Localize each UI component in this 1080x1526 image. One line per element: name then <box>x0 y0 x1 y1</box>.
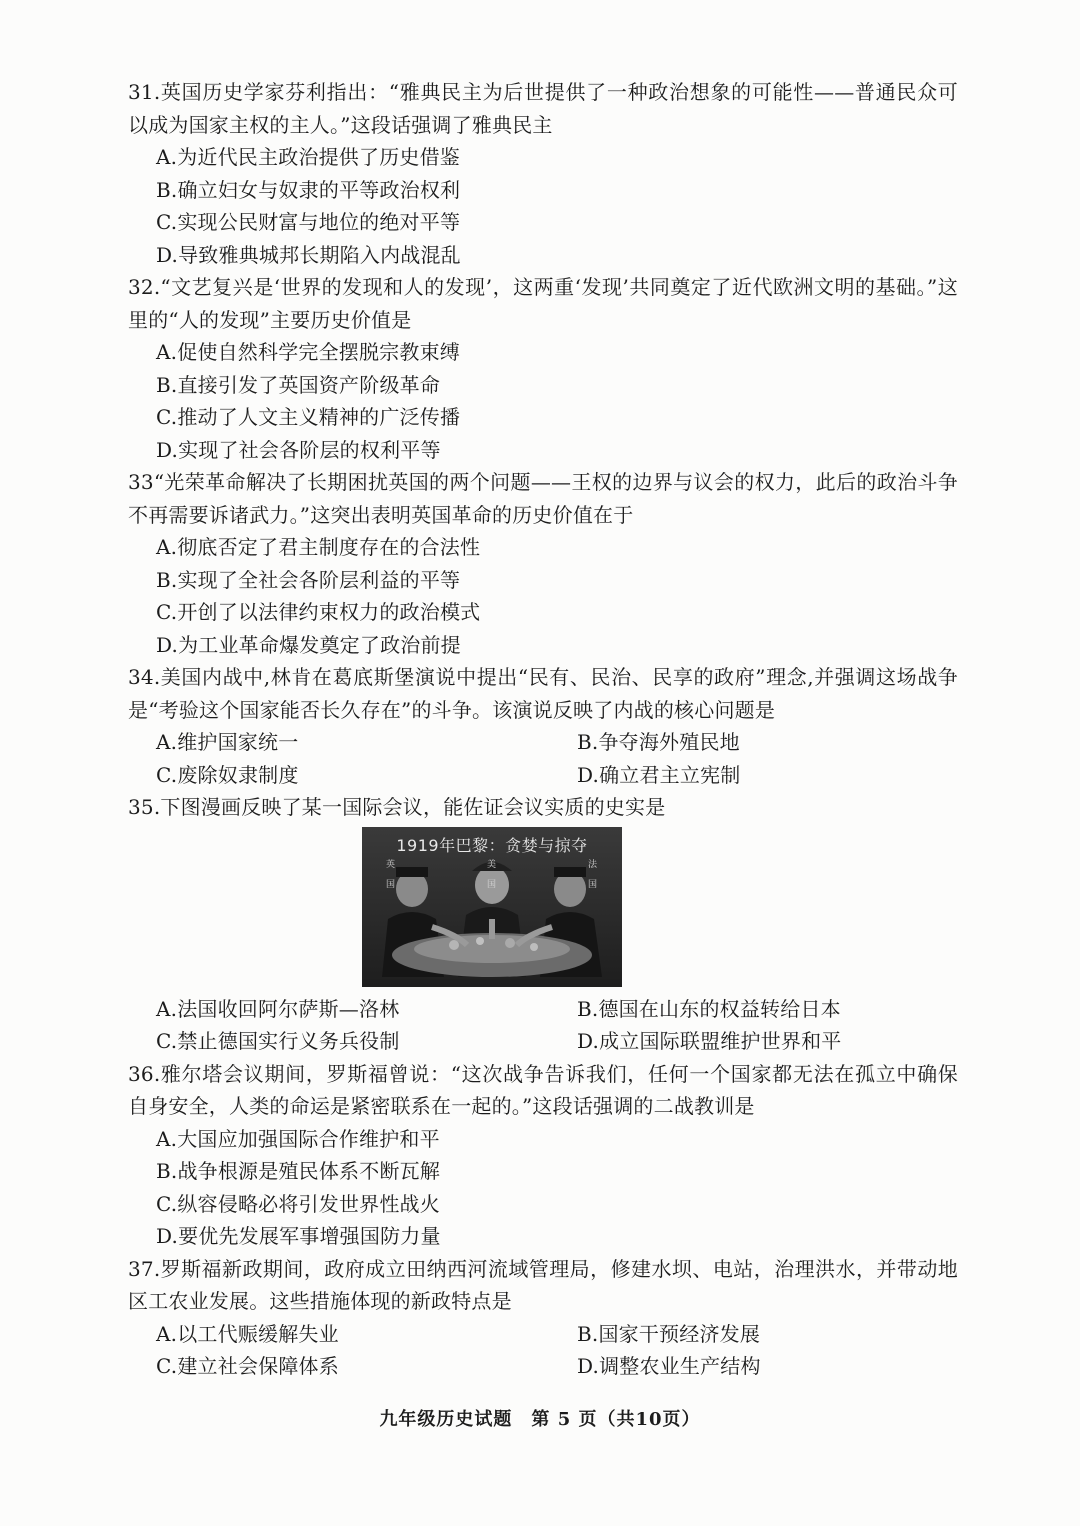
question-36 <box>128 1058 958 1253</box>
cartoon-label: 国 <box>386 879 396 890</box>
option-row <box>128 759 958 792</box>
page-footer: 九年级历史试题 第 5 页（共10页） <box>379 1409 701 1430</box>
cartoon-title: 1919年巴黎：贪婪与掠夺 <box>396 835 588 855</box>
question-stem: 33“光荣革命解决了长期困扰英国的两个问题——王权的边界与议会的权力，此后的政治斗争不再需要诉诸武力。”这突出表明英国革命的历史价值在于 <box>128 470 958 527</box>
option-d: D.确立君主立宪制 <box>577 762 741 787</box>
option-c: C.禁止德国实行义务兵役制 <box>156 1029 400 1053</box>
option-d: D.调整农业生产结构 <box>577 1354 761 1378</box>
option-row <box>128 1318 958 1351</box>
option-c: C.废除奴隶制度 <box>156 762 299 787</box>
option-a: A.维护国家统一 <box>156 730 299 754</box>
question-32 <box>128 271 958 466</box>
option-a: A.大国应加强国际合作维护和平 <box>156 1126 440 1151</box>
question-stem: 31.英国历史学家芬利指出：“雅典民主为后世提供了一种政治想象的可能性——普通民众可以成为国家主权的主人。”这段话强调了雅典民主 <box>128 80 958 137</box>
option-d: D.为工业革命爆发奠定了政治前提 <box>156 632 461 657</box>
option-b: B.国家干预经济发展 <box>577 1321 761 1346</box>
option-b: B.德国在山东的权益转给日本 <box>577 996 841 1021</box>
option-a: A.法国收回阿尔萨斯—洛林 <box>156 996 400 1021</box>
question-37 <box>128 1253 958 1383</box>
question-33 <box>128 466 958 661</box>
option-row <box>128 1025 958 1058</box>
option-d: D.实现了社会各阶层的权利平等 <box>156 437 441 462</box>
option-c: C.建立社会保障体系 <box>156 1354 339 1378</box>
option-a: A.彻底否定了君主制度存在的合法性 <box>156 535 481 559</box>
option-c: C.推动了人文主义精神的广泛传播 <box>156 405 461 429</box>
cartoon-label: 国 <box>588 879 598 890</box>
cartoon-label: 法 <box>588 859 598 870</box>
question-35 <box>128 791 958 1058</box>
option-a: A.以工代赈缓解失业 <box>156 1321 339 1346</box>
option-b: B.争夺海外殖民地 <box>577 730 740 754</box>
question-stem: 32.“文艺复兴是‘世界的发现和人的发现’，这两重‘发现’共同奠定了近代欧洲文明的基础。”这里的“人的发现”主要历史价值是 <box>128 275 958 332</box>
figure-container <box>128 827 958 990</box>
question-stem: 36.雅尔塔会议期间，罗斯福曾说：“这次战争告诉我们，任何一个国家都无法在孤立中确保自身安全，人类的命运是紧密联系在一起的。”这段话强调的二战教训是 <box>128 1061 958 1118</box>
option-a: A.促使自然科学完全摆脱宗教束缚 <box>156 340 461 364</box>
option-c: C.纵容侵略必将引发世界性战火 <box>156 1191 440 1216</box>
option-row <box>128 1350 958 1383</box>
cartoon-label: 国 <box>487 879 497 890</box>
option-c: C.实现公民财富与地位的绝对平等 <box>156 210 461 234</box>
question-stem: 34.美国内战中,林肯在葛底斯堡演说中提出“民有、民治、民享的政府”理念,并强调这场战争是“考验这个国家能否长久存在”的斗争。该演说反映了内战的核心问题是 <box>128 665 958 722</box>
question-list <box>128 76 958 1383</box>
question-31 <box>128 76 958 271</box>
question-34 <box>128 661 958 791</box>
option-c: C.开创了以法律约束权力的政治模式 <box>156 600 481 624</box>
option-b: B.实现了全社会各阶层利益的平等 <box>156 567 461 592</box>
option-b: B.战争根源是殖民体系不断瓦解 <box>156 1159 441 1183</box>
option-d: D.导致雅典城邦长期陷入内战混乱 <box>156 242 461 267</box>
cartoon-label: 英 <box>386 859 396 870</box>
option-row <box>128 726 958 759</box>
question-stem: 37.罗斯福新政期间，政府成立田纳西河流域管理局，修建水坝、电站，治理洪水，并带动地区工农业发展。这些措施体现的新政特点是 <box>128 1256 958 1313</box>
option-a: A.为近代民主政治提供了历史借鉴 <box>156 145 461 169</box>
option-d: D.要优先发展军事增强国防力量 <box>156 1224 441 1248</box>
option-row <box>128 993 958 1026</box>
cartoon-label: 美 <box>487 859 497 870</box>
question-stem: 35.下图漫画反映了某一国际会议，能佐证会议实质的史实是 <box>128 795 666 819</box>
option-d: D.成立国际联盟维护世界和平 <box>577 1029 842 1053</box>
option-b: B.确立妇女与奴隶的平等政治权利 <box>156 177 461 202</box>
option-b: B.直接引发了英国资产阶级革命 <box>156 372 441 397</box>
political-cartoon-image <box>362 827 622 987</box>
